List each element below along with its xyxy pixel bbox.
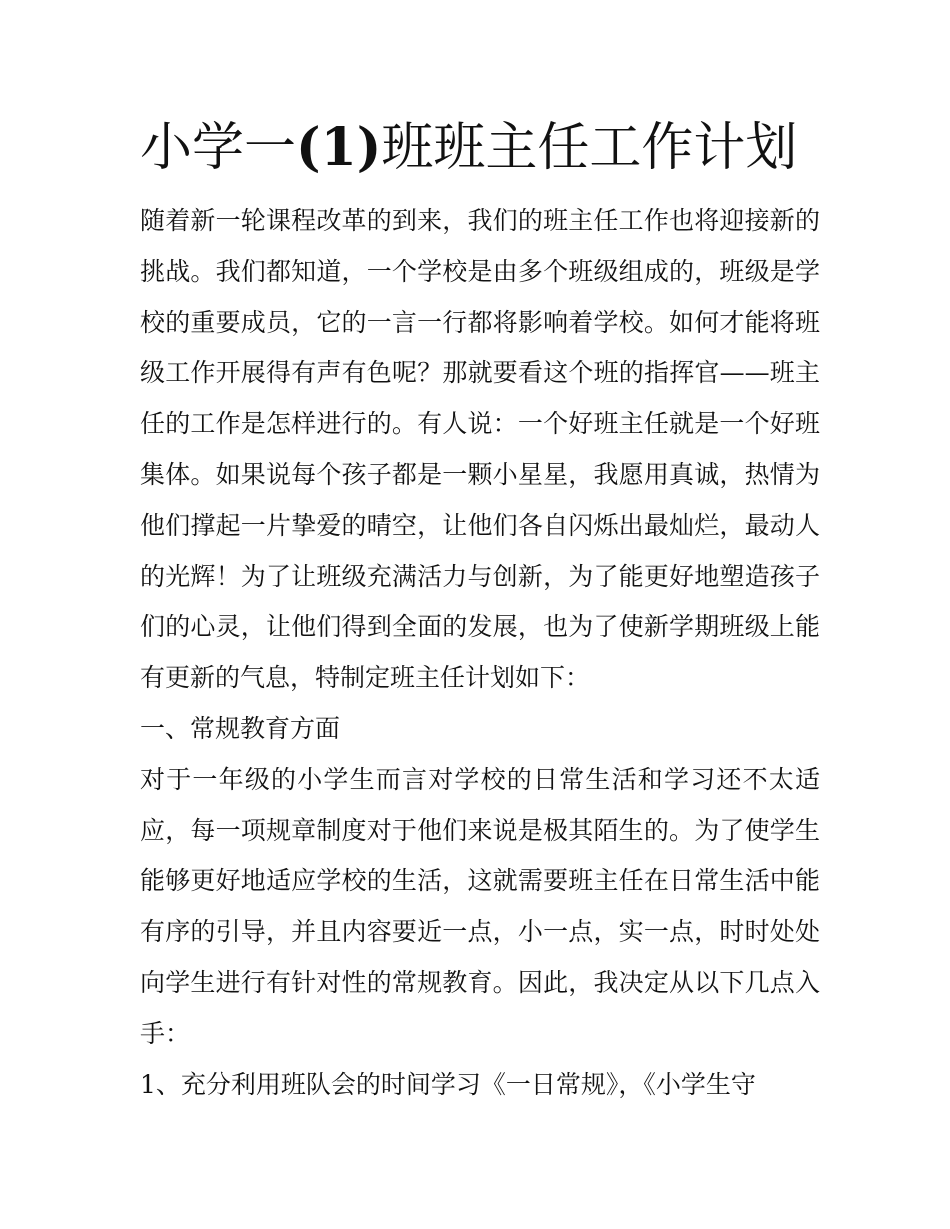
section-heading: 一、常规教育方面 [140, 713, 341, 743]
section-paragraph: 对于一年级的小学生而言对学校的日常生活和学习还不太适应，每一项规章制度对于他们来说是极其陌生的。为了使学生能够更好地适应学校的生活，这就需要班主任在日常生活中能有序的引导，并且内容要近一点，小一点，实一点，时时处处向学生进行有针对性的常规教育。因此，我决定从以下几点入手： [140, 764, 820, 1048]
title-text-end: 班班主任工作计划 [381, 118, 798, 178]
title-class-number: (1) [296, 117, 382, 178]
document-title [140, 112, 820, 184]
title-text-start: 小学一 [140, 118, 297, 178]
list-item: 1、充分利用班队会的时间学习《一日常规》，《小学生守 [140, 1069, 756, 1099]
intro-paragraph: 随着新一轮课程改革的到来，我们的班主任工作也将迎接新的挑战。我们都知道，一个学校是由多个班级组成的，班级是学校的重要成员，它的一言一行都将影响着学校。如何才能将班级工作开展得有声有色呢？那就要看这个班的指挥官——班主任的工作是怎样进行的。有人说：一个好班主任就是一个好班集体。如果说每个孩子都是一颗小星星，我愿用真诚，热情为他们撑起一片挚爱的晴空，让他们各自闪烁出最灿烂，最动人的光辉！为了让班级充满活力与创新，为了能更好地塑造孩子们的心灵，让他们得到全面的发展，也为了使新学期班级上能有更新的气息，特制定班主任计划如下： [140, 206, 820, 693]
document-body [140, 196, 820, 1110]
